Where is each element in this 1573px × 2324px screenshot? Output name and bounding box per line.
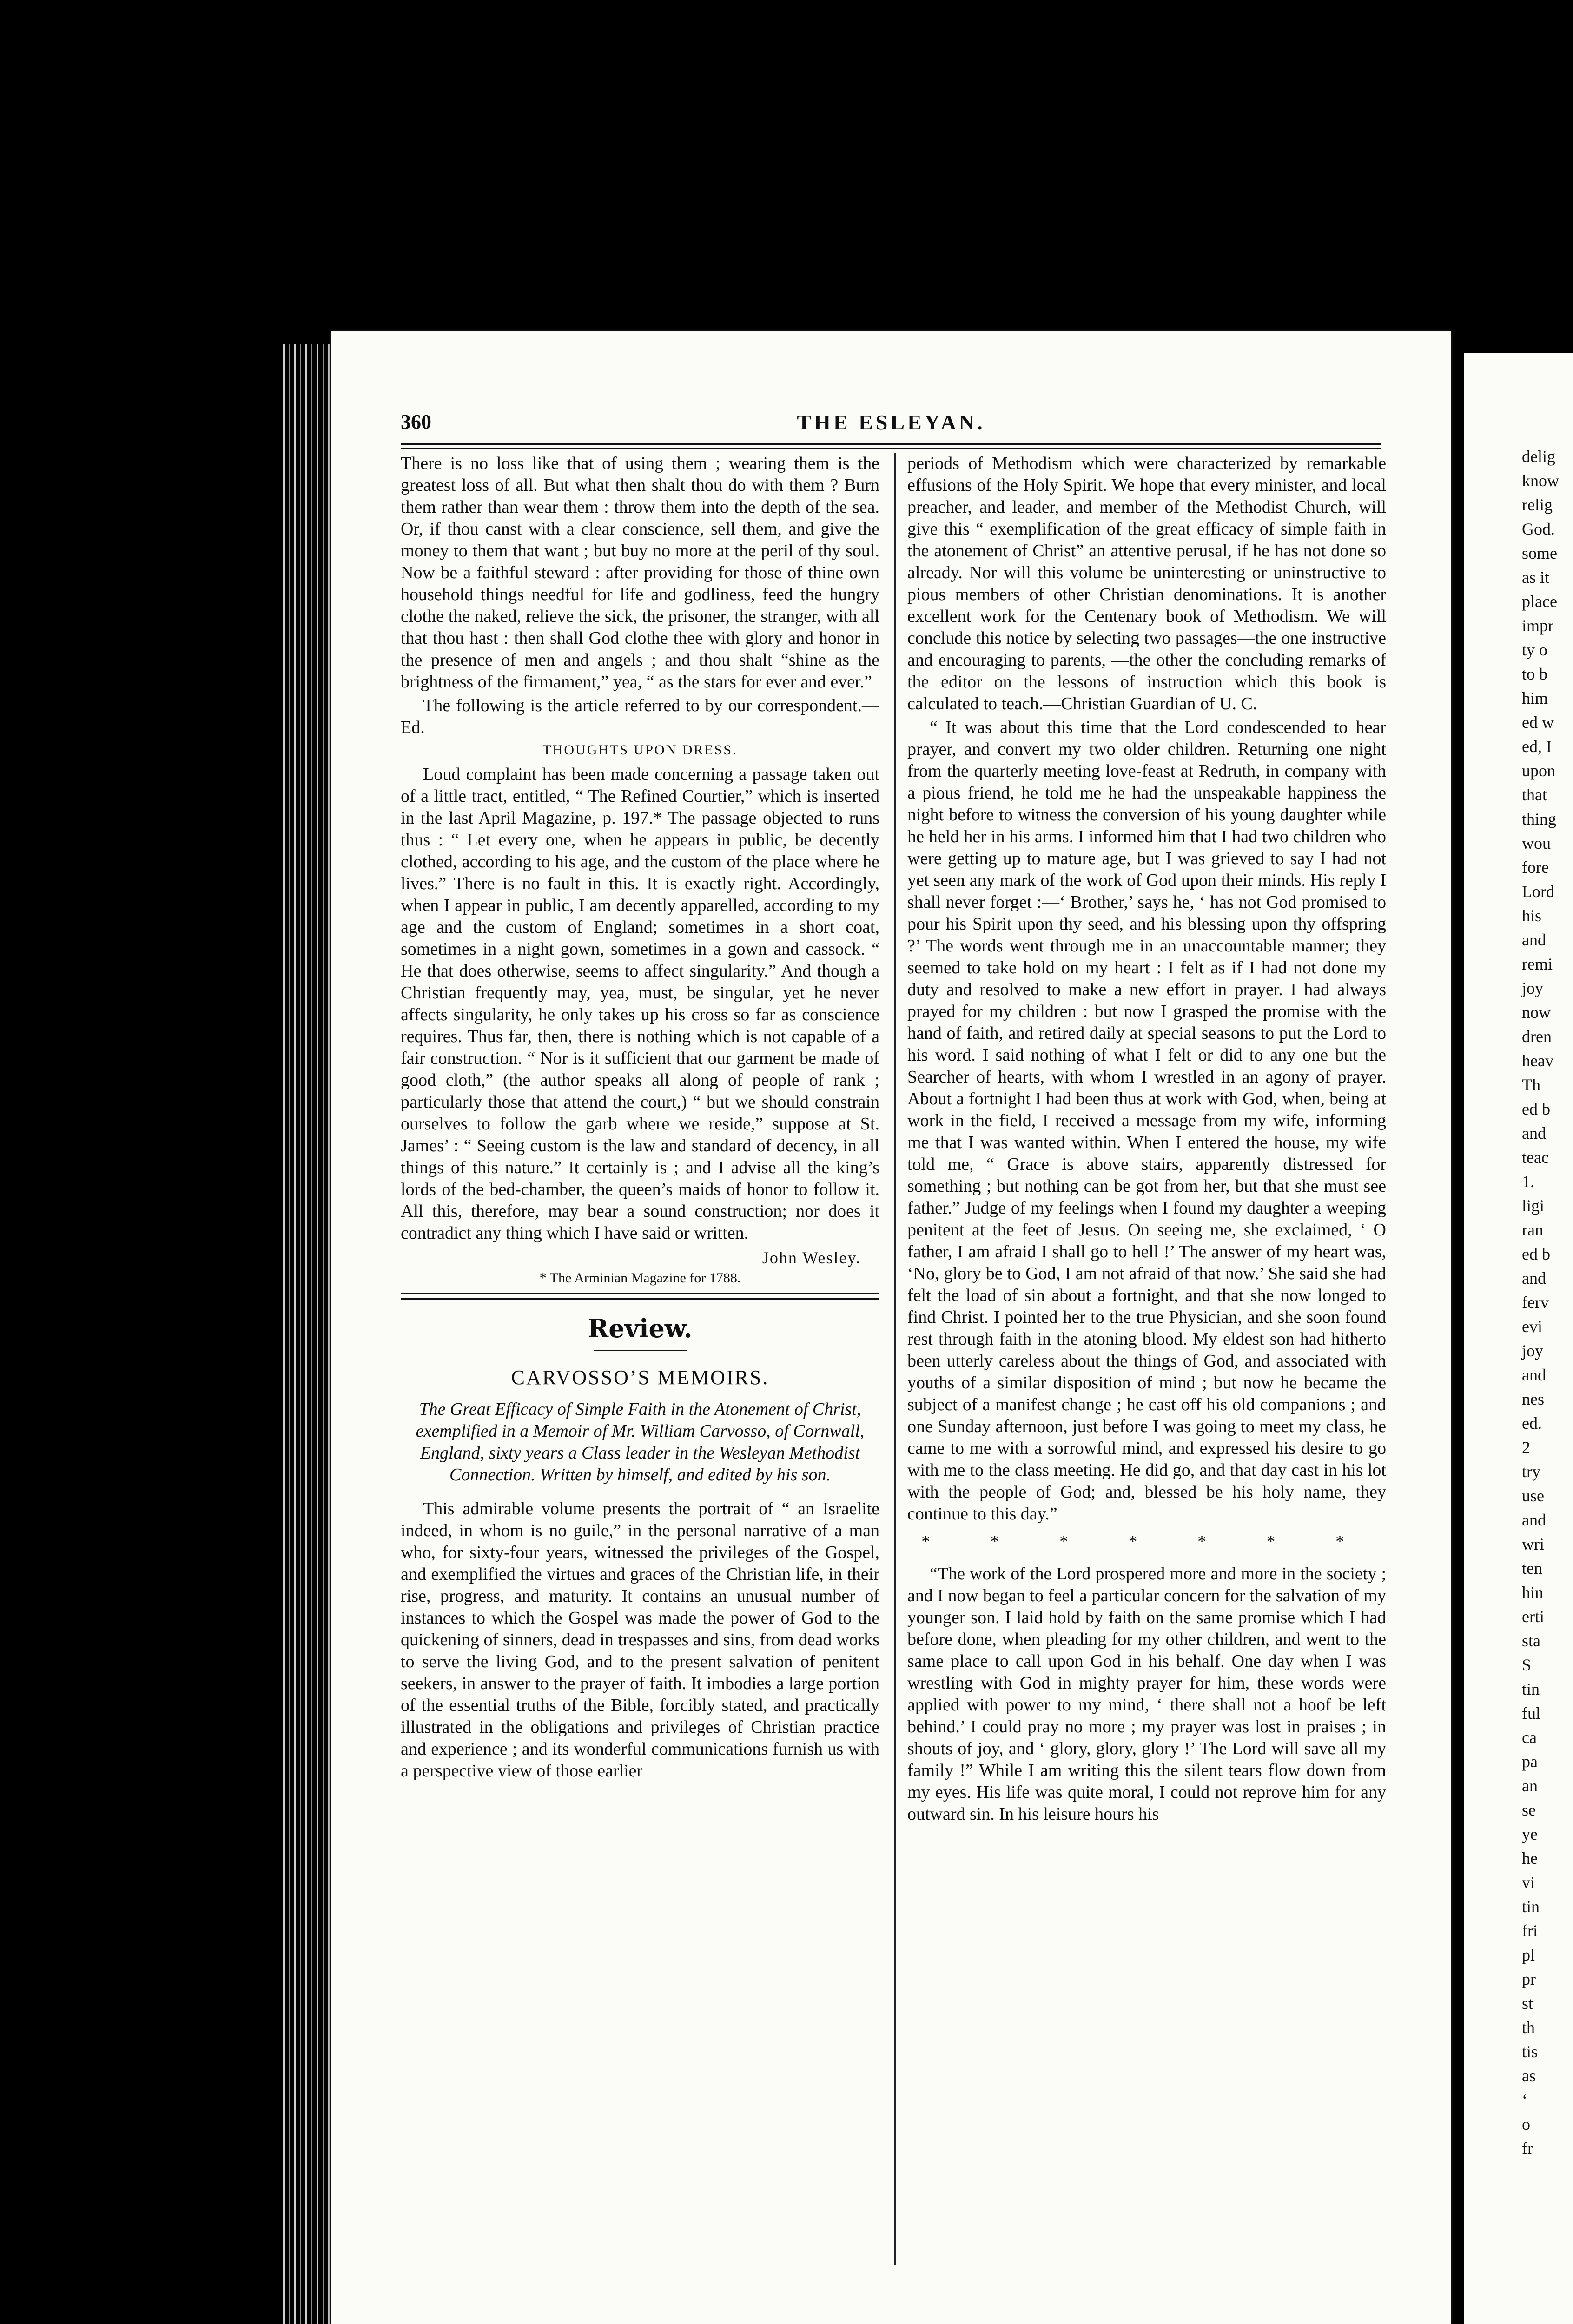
paragraph: “The work of the Lord prospered more and more in the society ; and I now began to feel a particular concern for the salvation of my younger son. I laid hold by faith on the same promise which I had before done, when pleading for my other children, and went to the same place to call upon God in his behalf. One day when I was wrestling with God in mighty prayer for him, these words were applied with power to my mind, ‘ there shall not a hoof be left behind.’ I could pray no more ; my prayer was lost in praises ; in shouts of joy, and ‘ glory, glory, glory !’ The Lord will save all my family !” While I am writing this the silent tears flow down from my eyes. His life was quite moral, I could not reprove him for any outward sin. In his leisure hours his: [907, 1564, 1386, 1824]
book-page: [331, 331, 1451, 2324]
facing-page-fragment: delig: [1522, 447, 1555, 466]
facing-page-fragment: se: [1522, 1801, 1536, 1819]
facing-page-fragment: Th: [1522, 1076, 1540, 1094]
review-subtitle: The Great Efficacy of Simple Faith in the Atonement of Christ, exemplified in a Memoir of Mr. William Carvosso, of Cornwall, England, sixty years a Class leader in the Wesleyan Methodist Connection. Written by himself, and edited by his son.: [416, 1400, 865, 1485]
facing-page-fragment: ed b: [1522, 1100, 1550, 1118]
facing-page-fragment: pa: [1522, 1752, 1538, 1771]
page-number: 360: [401, 410, 431, 433]
facing-page-fragment: to b: [1522, 665, 1548, 683]
facing-page-fragment: him: [1522, 689, 1548, 707]
paragraph: This admirable volume presents the portrait of “ an Israelite indeed, in whom is no guile,” in the personal narrative of a man who, for sixty-four years, witnessed the privileges of the Gospel, and exemplified the virtues and graces of the Christian life, in their rise, progress, and maturity. It contains an unusual number of instances to which the Gospel was made the power of God to the quickening of sinners, dead in trespasses and sins, from dead works to serve the living God, and to the present salvation of penitent seekers, in answer to the prayer of faith. It imbodies a large portion of the essential truths of the Bible, forcibly stated, and practically illustrated in the obligations and privileges of Christian practice and experience ; and its wonderful communications furnish us with a perspective view of those earlier: [401, 1499, 879, 1781]
facing-page-fragment: tis: [1522, 2042, 1538, 2061]
facing-page-fragment: and: [1522, 1511, 1546, 1529]
facing-page-fragment: evi: [1522, 1317, 1542, 1336]
facing-page-fragment: an: [1522, 1776, 1538, 1795]
facing-page-fragment: upon: [1522, 761, 1555, 780]
running-title: THE ESLEYAN.: [797, 410, 985, 434]
facing-page-fragment: use: [1522, 1486, 1544, 1505]
facing-page-fragment: 1.: [1522, 1172, 1534, 1191]
facing-page-fragment: st: [1522, 1994, 1533, 2013]
facing-page-fragment: tin: [1522, 1897, 1540, 1916]
facing-page-fragment: ed, I: [1522, 737, 1552, 756]
paragraph: “ It was about this time that the Lord condescended to hear prayer, and convert my two older children. Returning one night from the quarterly meeting love-feast at Redruth, in company with a pious friend, he told me he had the unspeakable happiness the night before to witness the conversion of his young daughter while he held her in his arms. I informed him that I had two children who were getting up to mature age, but I was grieved to say I had not yet seen any mark of the work of God upon their minds. His reply I shall never forget :—‘ Brother,’ says he, ‘ has not God promised to pour his Spirit upon thy seed, and his blessing upon thy offspring ?’ The words went through me in an unaccountable manner; they seemed to take hold on my heart : I felt as if I had not done my duty and resolved to make a new effort in prayer. I had always prayed for my children : but now I grasped the promise with the hand of faith, and retired daily at special seasons to put the Lord to his word. I said nothing of what I felt or did to any one but the Searcher of hearts, with whom I wrestled in an agony of prayer. About a fortnight I had been thus at work with God, when, being at work in the field, I received a message from my wife, informing me that I was wanted within. When I entered the house, my wife told me, “ Grace is above stairs, apparently distressed for something ; but nothing can be got from her, but that she must see father.” Judge of my feelings when I found my daughter a weeping penitent at the feet of Jesus. On seeing me, she exclaimed, ‘ O father, I am afraid I shall go to hell !’ The answer of my heart was, ‘No, glory be to God, I am not afraid of that now.’ She said she had felt the load of sin about a fortnight, and that she now longed to find Christ. I pointed her to the true Physician, and she soon found rest through faith in the atoning blood. My eldest son had hitherto been utterly careless about the things of God, and associated with youths of a similar disposition of mind ; but now he became the subject of a manifest change ; he cast off his old companions ; and one Sunday afternoon, just before I was going to meet my class, he came to me with a sorrowful mind, and expressed his desire to go with me to the class meeting. He did go, and that day cast in his lot with the people of God; and, blessed be his holy name, they continue to this day.”: [907, 718, 1386, 1524]
column-divider: [894, 453, 896, 2265]
facing-page-fragment: ten: [1522, 1559, 1542, 1578]
facing-page-fragment: ferv: [1522, 1293, 1549, 1312]
facing-page-fragment: his: [1522, 906, 1542, 925]
facing-page-fragment: ‘: [1522, 2091, 1527, 2109]
facing-page-fragment: hin: [1522, 1583, 1544, 1602]
facing-page-fragment: ca: [1522, 1728, 1537, 1747]
facing-page-fragment: relig: [1522, 495, 1553, 514]
facing-page-fragment: vi: [1522, 1873, 1535, 1892]
facing-page-fragment: some: [1522, 544, 1557, 562]
facing-page-fragment: fore: [1522, 858, 1549, 877]
facing-page-fragment: dren: [1522, 1027, 1552, 1046]
facing-page-fragment: God.: [1522, 520, 1555, 538]
facing-page-fragment: wri: [1522, 1535, 1544, 1553]
page-header: [401, 410, 1381, 442]
left-column: [401, 453, 879, 2265]
facing-page-fragment: ed w: [1522, 713, 1554, 732]
facing-page-fragment: know: [1522, 471, 1559, 490]
facing-page-fragment: nes: [1522, 1390, 1544, 1408]
facing-page-fragment: ran: [1522, 1221, 1543, 1239]
facing-page-fragment: pl: [1522, 1946, 1535, 1964]
facing-page-fragment: ye: [1522, 1825, 1538, 1843]
facing-page-fragment: ed b: [1522, 1245, 1550, 1263]
facing-page-fragment: heav: [1522, 1051, 1553, 1070]
short-rule: [594, 1350, 687, 1351]
facing-page-fragment: ed.: [1522, 1414, 1542, 1433]
book-spine: [279, 344, 330, 2324]
facing-page-fragment: place: [1522, 592, 1557, 611]
facing-page-fragment: sta: [1522, 1631, 1540, 1650]
facing-page-fragment: he: [1522, 1849, 1538, 1868]
facing-page-fragment: thing: [1522, 810, 1557, 828]
facing-page-fragment: pr: [1522, 1970, 1536, 1988]
facing-page-fragment: th: [1522, 2018, 1535, 2037]
facing-page-fragment: impr: [1522, 616, 1553, 635]
footnote: * The Arminian Magazine for 1788.: [539, 1270, 741, 1286]
header-rule: [401, 443, 1381, 449]
facing-page-fragment: that: [1522, 786, 1547, 804]
paragraph: Loud complaint has been made concerning a passage taken out of a little tract, entitled, “ The Refined Courtier,” which is inserted in the last April Magazine, p. 197.* The passage objected to runs thus : “ Let every one, when he appears in public, be decently clothed, according to his age, and the custom of the place where he lives.” There is no fault in this. It is exactly right. Accordingly, when I appear in public, I am decently apparelled, according to my age and the custom of England; sometimes in a short coat, sometimes in a night gown, sometimes in a gown and cassock. “ He that does otherwise, seems to affect singularity.” And though a Christian frequently may, yea, must, be singular, yet he never affects singularity, he only takes up his cross so far as conscience requires. Thus far, then, there is nothing which is not capable of a fair construction. “ Nor is it sufficient that our garment be made of good cloth,” (the author speaks all along of people of rank ; particularly those that attend the court,) “ but we should constrain ourselves to follow the garb where we reside,” suppose at St. James’ : “ Seeing custom is the law and standard of decency, in all things of this nature.” It certainly is ; and I advise all the king’s lords of the bed-chamber, the queen’s maids of honor to follow it. All this, therefore, may bear a sound construction; nor does it contradict any thing which I have said or written.: [401, 765, 879, 1243]
facing-page-fragment: and: [1522, 931, 1546, 949]
facing-page-fragment: o: [1522, 2115, 1530, 2133]
facing-page-fragment: ty o: [1522, 640, 1548, 659]
facing-page-fragment: ful: [1522, 1704, 1540, 1723]
facing-page-fragment: ligi: [1522, 1196, 1545, 1215]
facing-page-fragment: now: [1522, 1003, 1551, 1022]
facing-page-fragment: fri: [1522, 1921, 1538, 1940]
article-heading: THOUGHTS UPON DRESS.: [542, 742, 738, 758]
facing-page-fragment: and: [1522, 1366, 1546, 1384]
facing-page-fragment: erti: [1522, 1607, 1544, 1626]
facing-page-fragment: and: [1522, 1124, 1546, 1142]
facing-page-edge: [1464, 353, 1573, 2324]
facing-page-fragment: and: [1522, 1269, 1546, 1287]
facing-page-fragment: 2: [1522, 1438, 1530, 1457]
paragraph: periods of Methodism which were characterized by remarkable effusions of the Holy Spirit. We hope that every minister, and local preacher, and leader, and member of the Methodist Church, will give this “ exemplification of the great efficacy of simple faith in the atonement of Christ” an attentive perusal, if he has not done so already. Nor will this volume be uninteresting or uninstructive to pious members of other Christian denominations. It is another excellent work for the Centenary book of Methodism. We will conclude this notice by selecting two passages—the one instructive and encouraging to parents, —the other the concluding remarks of the editor on the lessons of instruction which this book is calculated to teach.—Christian Guardian of U. C.: [907, 454, 1386, 713]
facing-page-fragment: as: [1522, 2067, 1536, 2085]
facing-page-fragment: wou: [1522, 834, 1551, 852]
facing-page-fragment: joy: [1522, 1341, 1544, 1360]
facing-page-fragment: as it: [1522, 568, 1549, 587]
paragraph: There is no loss like that of using them ; wearing them is the greatest loss of all. But what then shalt thou do with them ? Burn them rather than wear them : throw them into the depth of the sea. Or, if thou canst with a clear conscience, sell them, and give the money to them that want ; but buy no more at the peril of thy soul. Now be a faithful steward : after providing for those of thine own household things needful for life and godliness, feed the hungry clothe the naked, relieve the sick, the prisoner, the stranger, with all that thou hast : then shall God clothe thee with glory and honor in the presence of men and angels ; and thou shalt “shine as the brightness of the firmament,” yea, “ as the stars for ever and ever.”: [401, 454, 879, 692]
signature: John Wesley.: [762, 1248, 861, 1267]
section-heading: Review.: [588, 1314, 693, 1343]
facing-page-fragment: S: [1522, 1656, 1532, 1674]
paragraph: The following is the article referred to by our correspondent.—Ed.: [401, 696, 879, 737]
section-rule: [401, 1293, 879, 1300]
facing-page-fragment: tin: [1522, 1680, 1540, 1698]
right-column: [907, 453, 1386, 2265]
facing-page-fragment: try: [1522, 1462, 1540, 1481]
facing-page-fragment: teac: [1522, 1148, 1549, 1167]
facing-page-fragment: remi: [1522, 955, 1553, 973]
review-title: CARVOSSO’S MEMOIRS.: [511, 1366, 769, 1389]
section-stars: * * * * * * *: [921, 1532, 1372, 1552]
facing-page-fragment: fr: [1522, 2139, 1533, 2158]
facing-page-fragment: joy: [1522, 979, 1544, 997]
facing-page-fragment: Lord: [1522, 882, 1554, 901]
